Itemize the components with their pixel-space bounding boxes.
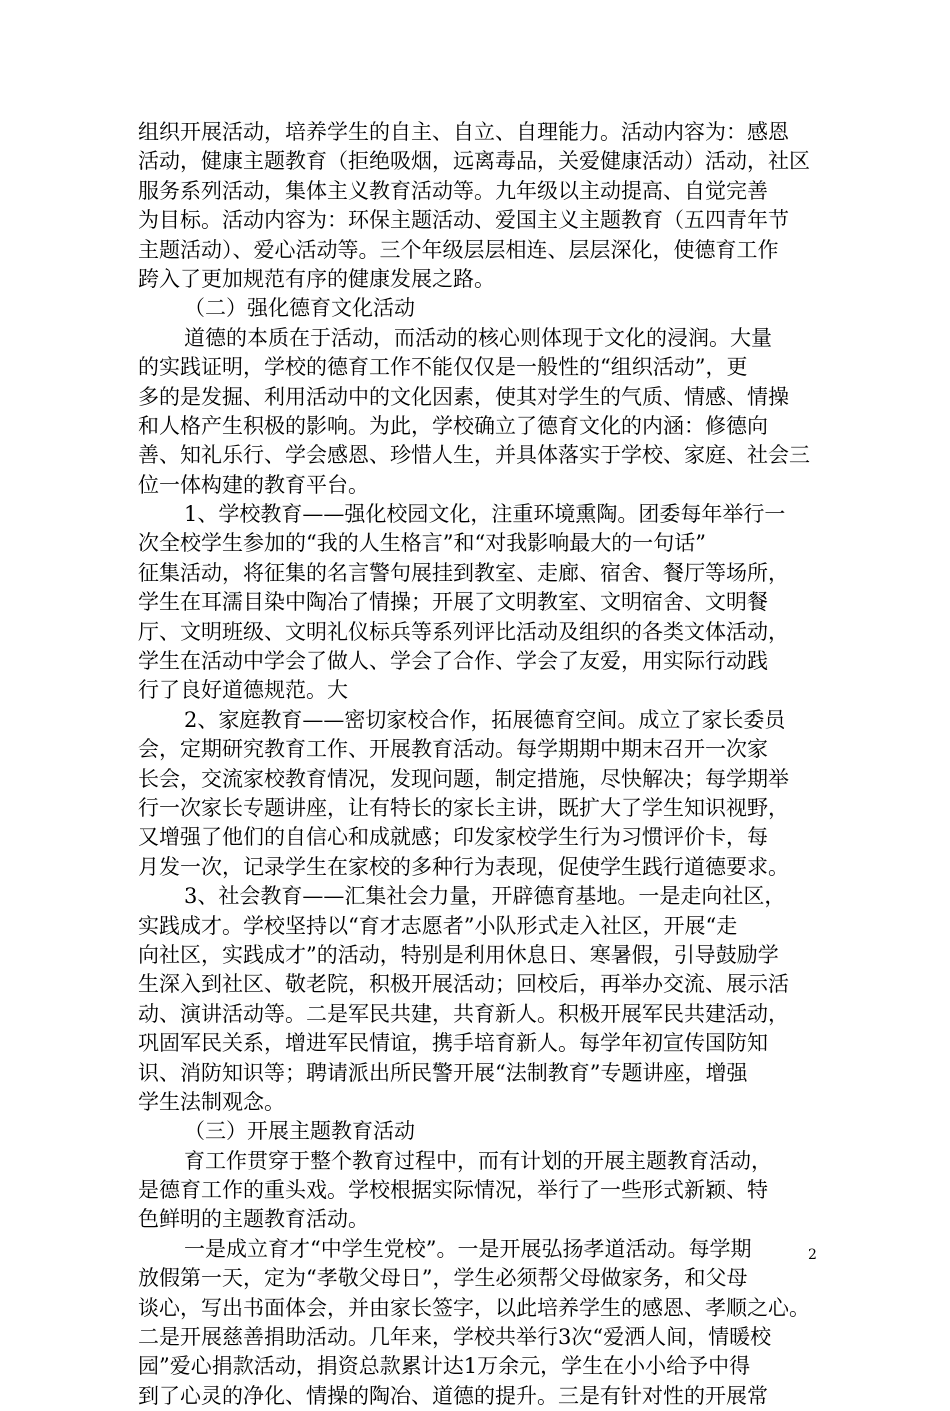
text-line: 组织开展活动，培养学生的自主、自立、自理能力。活动内容为：感恩 <box>138 120 789 144</box>
text-line: 行了良好道德规范。大 <box>138 678 348 703</box>
text-line: 月发一次，记录学生在家校的多种行为表现，促使学生践行道德要求。 <box>138 854 789 879</box>
text-line: 善、知礼乐行、学会感恩、珍惜人生，并具体落实于学校、家庭、社会三 <box>138 443 810 468</box>
paragraph-first-line: 2、家庭教育——密切家校合作，拓展德育空间。成立了家长委员 <box>184 707 786 732</box>
text-line: 学生在活动中学会了做人、学会了合作、学会了友爱，用实际行动践 <box>138 649 768 674</box>
text-line: 识、消防知识等；聘请派出所民警开展“法制教育”专题讲座，增强 <box>138 1060 748 1085</box>
text-line: 会，定期研究教育工作、开展教育活动。每学期期中期末召开一次家 <box>138 737 768 762</box>
text-line: 又增强了他们的自信心和成就感；印发家校学生行为习惯评价卡，每 <box>138 825 768 850</box>
text-line: 行一次家长专题讲座，让有特长的家长主讲，既扩大了学生知识视野， <box>138 795 789 820</box>
text-line: 色鲜明的主题教育活动。 <box>138 1207 369 1232</box>
text-line: 征集活动，将征集的名言警句展挂到教室、走廊、宿舍、餐厅等场所， <box>138 560 789 585</box>
paragraph-first-line: 育工作贯穿于整个教育过程中，而有计划的开展主题教育活动， <box>184 1148 772 1173</box>
text-line: 的实践证明，学校的德育工作不能仅仅是一般性的“组织活动”，更 <box>138 355 748 380</box>
text-line: 向社区，实践成才”的活动，特别是利用休息日、寒暑假，引导鼓励学 <box>138 942 779 967</box>
text-line: 巩固军民关系，增进军民情谊，携手培育新人。每学年初宣传国防知 <box>138 1031 768 1056</box>
text-line: 次全校学生参加的“我的人生格言”和“对我影响最大的一句话” <box>138 531 706 556</box>
text-line: 是德育工作的重头戏。学校根据实际情况，举行了一些形式新颖、特 <box>138 1178 768 1203</box>
text-line: 为目标。活动内容为：环保主题活动、爱国主义主题教育（五四青年节 <box>138 208 789 233</box>
text-line: 多的是发掘、利用活动中的文化因素，使其对学生的气质、情感、情操 <box>138 384 789 409</box>
text-line: 放假第一天，定为“孝敬父母日”，学生必须帮父母做家务，和父母 <box>138 1266 748 1291</box>
text-line: 谈心，写出书面体会，并由家长签字，以此培养学生的感恩、孝顺之心。 <box>138 1295 810 1320</box>
paragraph-first-line: 一是成立育才“中学生党校”。一是开展弘扬孝道活动。每学期 <box>184 1236 752 1261</box>
text-line: 和人格产生积极的影响。为此，学校确立了德育文化的内涵：修德向 <box>138 413 768 438</box>
text-line: 服务系列活动，集体主义教育活动等。九年级以主动提高、自觉完善 <box>138 178 768 203</box>
text-line: 园”爱心捐款活动，捐资总款累计达1万余元，学生在小小给予中得 <box>138 1354 751 1379</box>
text-line: 跨入了更加规范有序的健康发展之路。 <box>138 266 495 291</box>
text-line: 动、演讲活动等。二是军民共建，共育新人。积极开展军民共建活动， <box>138 1001 789 1026</box>
section-heading: （三）开展主题教育活动 <box>184 1119 415 1144</box>
section-heading: （二）强化德育文化活动 <box>184 296 415 321</box>
page-number: 2 <box>808 1247 817 1263</box>
body-text <box>138 118 838 1411</box>
text-line: 活动，健康主题教育（拒绝吸烟，远离毒品，关爱健康活动）活动，社区 <box>138 149 810 174</box>
text-line: 实践成才。学校坚持以“育才志愿者”小队形式走入社区，开展“走 <box>138 913 738 938</box>
text-line: 学生在耳濡目染中陶冶了情操；开展了文明教室、文明宿舍、文明餐 <box>138 590 768 615</box>
text-line: 到了心灵的净化、情操的陶冶、道德的提升。三是有针对性的开展常 <box>138 1383 768 1408</box>
paragraph-first-line: 1、学校教育——强化校园文化，注重环境熏陶。团委每年举行一 <box>184 502 786 527</box>
text-line: 厅、文明班级、文明礼仪标兵等系列评比活动及组织的各类文体活动， <box>138 619 789 644</box>
text-line: 长会，交流家校教育情况，发现问题，制定措施，尽快解决；每学期举 <box>138 766 789 791</box>
text-line: 二是开展慈善捐助活动。几年来，学校共举行3次“爱洒人间，情暖校 <box>138 1325 772 1350</box>
text-line: 位一体构建的教育平台。 <box>138 472 369 497</box>
text-line: 主题活动）、爱心活动等。三个年级层层相连、层层深化，使德育工作 <box>138 237 779 262</box>
text-line: 生深入到社区、敬老院，积极开展活动；回校后，再举办交流、展示活 <box>138 972 789 997</box>
text-line: 学生法制观念。 <box>138 1089 285 1114</box>
paragraph-first-line: 道德的本质在于活动，而活动的核心则体现于文化的浸润。大量 <box>184 325 772 350</box>
paragraph-first-line: 3、社会教育——汇集社会力量，开辟德育基地。一是走向社区， <box>184 884 786 909</box>
